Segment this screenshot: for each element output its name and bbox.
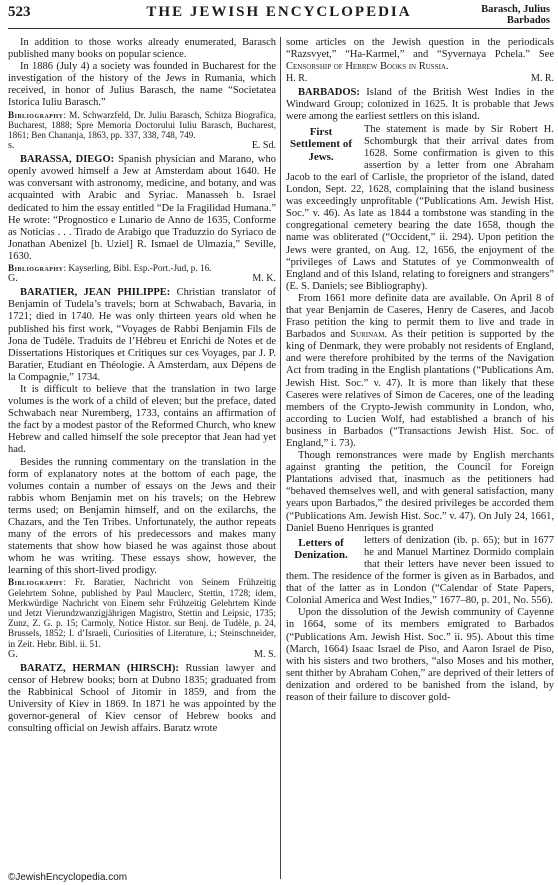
barbados-entry: BARBADOS: Island of the British West Indies in the Windward Group; colonized in 1625. It is probable that Jews were among the earliest settlers on this island.: [286, 87, 554, 123]
side-heading-denization: Letters of Denization.: [294, 536, 348, 562]
baratz-signature: H. R. M. R.: [286, 73, 554, 85]
baratier-bibliography: Bibliography: Fr. Baratier, Nachricht von Seinem Frühzeitig Gelehrtem Sohne, published by Paul Mauclerc, Stettin, 1728; idem, Merkwürdige Nachricht von Einem sehr Frühzeitig Gelehrtem Kinde und Jetzt Vierundzwanzigjährigen Magistro, Stettin and Leipsic, 1735; Zunz, Z. G. p. 15; Carmoly, Notice Histor. sur Benj. de Tudèle, p. 24, Brussels, 1852; I. d’Israeli, Curiosities of Literature, i.; Steinschneider, in Zeit. Hebr. Bibl. ii. 51.: [8, 577, 276, 649]
entry-heading-baratier: BARATIER, JEAN PHILIPPE:: [20, 287, 171, 299]
cross-reference-link[interactable]: Censorship of Hebrew Books in Russia: [286, 61, 446, 73]
barasch-bibliography: Bibliography: M. Schwarzfeld, Dr. Juliu Barasch, Schitza Biografica, Bucharest, 1888; Spre Memoria Doctorului Iuliu Barasch, Bucharest, 1861; Ben Chananja, 1863, pp. 337, 338, 748, 749.: [8, 109, 276, 140]
barbados-paragraph-3: Though remonstrances were made by English merchants against granting the petition, the Council for Foreign Plantations advised that, inasmuch as the petitioners had “behaved themselves well, and with general satisfaction, many years upon Barbados,” the desired privileges be accorded them (“Publications Am. Jewish Hist. Soc.” v. 47). On July 24, 1661, Daniel Bueno Henriques is granted: [286, 450, 554, 534]
running-head: [481, 4, 550, 26]
running-head-line2: Barbados: [506, 15, 550, 26]
site-watermark: ©JewishEncyclopedia.com: [8, 872, 128, 883]
columns: [8, 37, 554, 879]
barasch-paragraph: In addition to those works already enumerated, Barasch published many books on popular science.: [8, 37, 276, 61]
barbados-paragraph-2: From 1661 more definite data are available. On April 8 of that year Benjamin de Caseres, Henry de Caseres, and Jacob Fraso petition the king to permit them to live and trade in Barbados and Surinam. As their petition is supported by the king of Denmark, they were probably not residents of England, and were therefore prohibited by the terms of the Navigation Act from trading in the English plantations (“Publications Am. Jewish Hist. Soc.” v. 47). It is more than likely that these Caseres were relatives of Simon de Caceres, one of the leading members of the Crypto-Jewish community in London, who, according to Lucien Wolf, had established a branch of his business in Barbados (“Transactions Jewish Hist. Soc. of England,” i. 73).: [286, 292, 554, 449]
baratier-entry: BARATIER, JEAN PHILIPPE: Christian translator of Benjamin of Tudela’s travels; born at Schwabach, Bavaria, in 1721; died in 1740. He was only thirteen years old when he published his first work, “Voyages de Rabbi Benjamin Fils de Jona de Tudèle. Traduits de l’Hébreu et Enrichi de Notes et de Dissertations Historiques et Critiques sur ces Voyages, par J. P. Baratier, Etudiant en Théologie. A Amsterdam, aux Dépens de la Compagnie,” 1734.: [8, 287, 276, 383]
barassa-signature: G. M. K.: [8, 273, 276, 285]
baratier-paragraph-3: Besides the running commentary on the translation in the form of explanatory notes at the bottom of each page, the volumes contain a number of essays on the Jews and their rabbis whom Benjamin met on his travels; on the Hebrew terms used; on Benjamin himself, and on the exilarchs, the Chazars, and the Ten Tribes. Unfortunately, the author repeats many of the errors of his predecessors and makes many statements that show how biased he was against those about whom he was writing. These essays show, however, the learning of this short-lived prodigy.: [8, 456, 276, 577]
baratier-signature: G. M. S.: [8, 648, 276, 660]
surinam-link[interactable]: Surinam: [350, 329, 385, 341]
entry-heading-barbados: BARBADOS:: [298, 87, 360, 99]
running-title: THE JEWISH ENCYCLOPEDIA: [146, 4, 412, 20]
baratz-entry: BARATZ, HERMAN (HIRSCH): Russian lawyer and censor of Hebrew books; born at Dubno 1835; graduated from the Rabbinical School of Jitomir in 1859, and from the University of Kiev in 1869. In 1871 he was appointed by the governor-general of Kiev censor of Hebrew books and consulting official on Jewish affairs. Baratz wrote: [8, 662, 276, 735]
barbados-paragraph-5: Upon the dissolution of the Jewish community of Cayenne in 1664, some of its members emigrated to Barbados (“Publications Am. Jewish Hist. Soc.” ii. 95). About this time (March, 1664) Isaac Israel de Piso, and Aaron Israel de Piso, with his sisters and two brothers, “also Moses and his mother, sent thither by Abraham Cohen,” are deprived of their letters of denization and ordered to be banished from the island, by reason of their failure to discover gold-: [286, 607, 554, 703]
barbados-paragraph-4: Letters of Denization. letters of denization (ib. p. 65); but in 1677 he and Manuel Martinez Dormido complain that their letters have never been issued to them. The residence of the former is given as in Barbados, and that of the latter as in London (“Calendar of State Papers, Colonial America and West Indies,” 1677–80, p. 201, No. 556).: [286, 534, 554, 607]
barassa-entry: BARASSA, DIEGO: Spanish physician and Marano, who openly avowed himself a Jew at Amsterdam about 1640. He was conversant with astronomy, medicine, and botany, and was acquainted with Arabic and Syriac. Manasseh b. Israel dedicated to him the essay entitled “De la Fragilidad Humana.” He wrote: “Prognostico e Lunario de Anno de 1635, Conforme as Noticias . . . Tirado de Arabigo que Traduzzio do Syriaco de Jonathan Abenizel [b. Uziel] R. Ismael de Ulmazia,” Seville, 1630.: [8, 154, 276, 262]
baratier-paragraph-2: It is difficult to believe that the translation in two large volumes is the work of a child of eleven; but the preface, dated Schwabach near Nuremberg, 1733, contains an affirmation of the fact by a modest pastor of the Reformed Church, who knew Hebrew and called himself the sole preceptor that Jean had yet had.: [8, 383, 276, 456]
barbados-paragraph-1: First Settlement of Jews. The statement is made by Sir Robert H. Schomburgk that their arrival dates from 1628. Some confirmation is given to this assertion by a letter from one Abraham Jacob to the earl of Carlisle, the proprietor of the island, dated London, Sept. 22, 1628, complaining that the island business was exceedingly unprofitable (“Publications Am. Jewish Hist. Soc.” v. 46). As late as 1844 a tombstone was standing in the congregational cemetery bearing the date 1658, though the name was obliterated (“Occident,” ii. 294). Upon petition the Jews were granted, on Aug. 12, 1656, the enjoyment of the “privileges of Laws and Statutes of ye Commonwealth of England and of this Island, relating to foreigners and strangers” (E. S. Daniels; see Bibliography).: [286, 123, 554, 292]
baratz-continuation: some articles on the Jewish question in the periodicals “Razsvyet,” “Ha-Karmel,” and “Syvernaya Pchela.” See Censorship of Hebrew Books in Russia.: [286, 37, 554, 73]
running-head-line1: Barasch, Julius: [481, 4, 550, 15]
page-number: 523: [8, 4, 31, 20]
entry-heading-barassa: BARASSA, DIEGO:: [20, 154, 115, 166]
barasch-society-paragraph: In 1886 (July 4) a society was founded in Bucharest for the investigation of the history of the Jews in Rumania, which received, in honor of Julius Barasch, the name “Societatea Istorica Iuliu Barasch.”: [8, 61, 276, 109]
side-heading-first-settlement: First Settlement of Jews.: [289, 125, 352, 163]
barasch-signature: s. E. Sd.: [8, 140, 276, 152]
entry-heading-baratz: BARATZ, HERMAN (HIRSCH):: [20, 662, 179, 674]
left-column: [8, 37, 276, 879]
right-column: [286, 37, 554, 879]
column-divider: [280, 37, 281, 879]
page-header: [8, 4, 550, 29]
barassa-bibliography: Bibliography: Kayserling, Bibl. Esp.-Port.-Jud, p. 16.: [8, 263, 212, 274]
